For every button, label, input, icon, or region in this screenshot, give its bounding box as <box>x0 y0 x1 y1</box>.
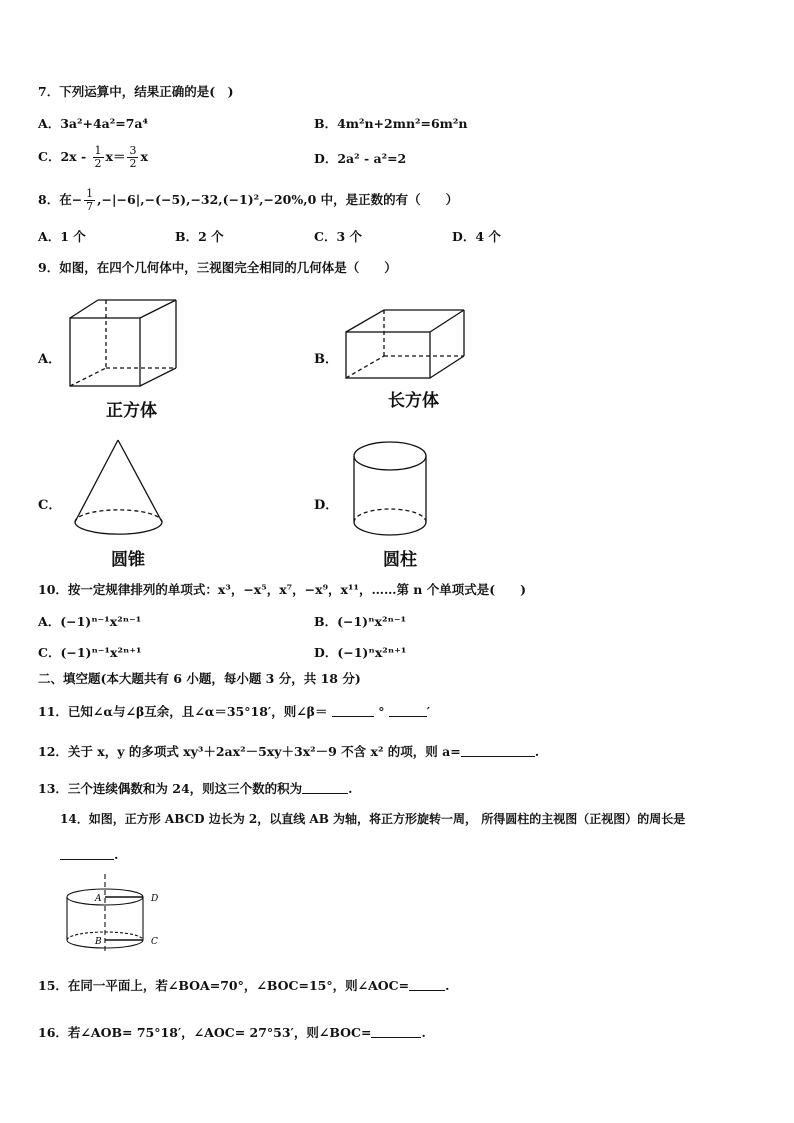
q8-fraction-den: 7 <box>86 200 94 213</box>
q8-option-d: D．4 个 <box>452 229 501 244</box>
q11-prefix: 11．已知∠α与∠β互余，且∠α＝35°18′，则∠β＝ <box>38 704 328 719</box>
q13 <box>38 780 353 798</box>
section-2-heading: 二、填空题(本大题共有 6 小题，每小题 3 分，共 18 分) <box>38 671 361 686</box>
q12-answer-blank[interactable] <box>461 744 535 757</box>
q16 <box>38 1024 426 1042</box>
q11-mid: ° <box>378 704 385 719</box>
q8-fraction-num: 1 <box>86 187 94 200</box>
q13-suffix: . <box>348 781 353 796</box>
cylinder-label: 圆柱 <box>383 550 417 570</box>
q7-fraction-1-den: 2 <box>94 157 102 170</box>
q9-stem: 9．如图，在四个几何体中，三视图完全相同的几何体是（ ） <box>38 260 397 275</box>
q11-answer-blank-degrees[interactable] <box>332 704 374 717</box>
q7-stem: 7．下列运算中，结果正确的是( ) <box>38 84 234 99</box>
q10-option-a: A．(−1)ⁿ⁻¹x²ⁿ⁻¹ <box>38 614 142 629</box>
q7-fraction-1 <box>93 145 104 170</box>
q15-prefix: 15．在同一平面上，若∠BOA=70°，∠BOC=15°，则∠AOC= <box>38 978 410 993</box>
q15-suffix: . <box>445 978 450 993</box>
q7-option-d: D．2a² - a²=2 <box>314 151 407 166</box>
q16-suffix: . <box>421 1025 426 1040</box>
q15 <box>38 977 449 995</box>
q8-stem-rest: ,−|−6|,−(−5),−32,(−1)²,−20%,0 中，是正数的有（ ） <box>97 192 459 207</box>
q9-option-b: B． <box>314 352 338 367</box>
q7-option-a: A．3a²+4a²=7a⁴ <box>38 116 148 131</box>
q14-cylinder-figure <box>60 872 170 954</box>
q7-option-c-prefix: C．2x - <box>38 149 91 164</box>
q14-point-c: C <box>151 937 158 947</box>
q9-option-c: C． <box>38 498 62 513</box>
q14-point-a: A <box>95 894 102 904</box>
q7-option-c <box>38 145 148 170</box>
q14-point-d: D <box>151 894 159 904</box>
q7-option-c-mid: x＝ <box>105 149 126 164</box>
q9-option-d: D． <box>314 498 339 513</box>
cuboid-label: 长方体 <box>388 391 439 411</box>
q16-prefix: 16．若∠AOB= 75°18′，∠AOC= 27°53′，则∠BOC= <box>38 1025 372 1040</box>
q7-fraction-2-den: 2 <box>129 157 137 170</box>
q7-fraction-2-num: 3 <box>129 144 137 157</box>
q7-option-c-suffix: x <box>140 149 148 164</box>
q16-answer-blank[interactable] <box>371 1025 421 1038</box>
q11-answer-blank-minutes[interactable] <box>389 704 427 717</box>
cone-figure <box>70 438 170 542</box>
q7-fraction-1-num: 1 <box>94 144 102 157</box>
q8-option-a: A．1 个 <box>38 229 86 244</box>
q14-point-b: B <box>95 937 102 947</box>
cuboid-figure <box>340 306 470 386</box>
q12-prefix: 12．关于 x，y 的多项式 xy³＋2ax²－5xy＋3x²－9 不含 x² 的项，则 a= <box>38 744 461 759</box>
q14-stem: 14．如图，正方形 ABCD 边长为 2，以直线 AB 为轴，将正方形旋转一周， 所得圆柱的主视图（正视图）的周长是 <box>60 812 686 826</box>
q7-fraction-2 <box>127 145 138 170</box>
q8-stem <box>38 188 458 213</box>
q12-suffix: . <box>534 744 540 759</box>
q10-option-c: C．(−1)ⁿ⁻¹x²ⁿ⁺¹ <box>38 645 142 660</box>
q14-suffix: . <box>114 847 119 862</box>
q8-option-c: C．3 个 <box>314 229 362 244</box>
q13-answer-blank[interactable] <box>302 781 348 794</box>
q10-stem: 10．按一定规律排列的单项式：x³，−x⁵，x⁷，−x⁹，x¹¹，……第 n 个单项式是( ) <box>38 582 527 597</box>
q8-fraction <box>84 188 95 213</box>
q8-option-b: B．2 个 <box>175 229 224 244</box>
q10-option-b: B．(−1)ⁿx²ⁿ⁻¹ <box>314 614 407 629</box>
q11-suffix: ′ <box>426 704 431 719</box>
q10-option-d: D．(−1)ⁿx²ⁿ⁺¹ <box>314 645 407 660</box>
q8-stem-prefix: 8．在− <box>38 192 83 207</box>
q13-prefix: 13．三个连续偶数和为 24，则这三个数的积为 <box>38 781 303 796</box>
cylinder-figure <box>350 438 434 542</box>
q14-answer-line <box>60 846 118 864</box>
cone-label: 圆锥 <box>111 550 145 570</box>
q15-answer-blank[interactable] <box>409 978 445 991</box>
cube-label: 正方体 <box>106 401 157 421</box>
q14-answer-blank[interactable] <box>60 847 114 860</box>
q11 <box>38 703 430 721</box>
q9-option-a: A． <box>38 352 62 367</box>
q7-option-b: B．4m²n+2mn²=6m²n <box>314 116 468 131</box>
q12 <box>38 743 539 761</box>
cube-figure <box>60 296 190 396</box>
